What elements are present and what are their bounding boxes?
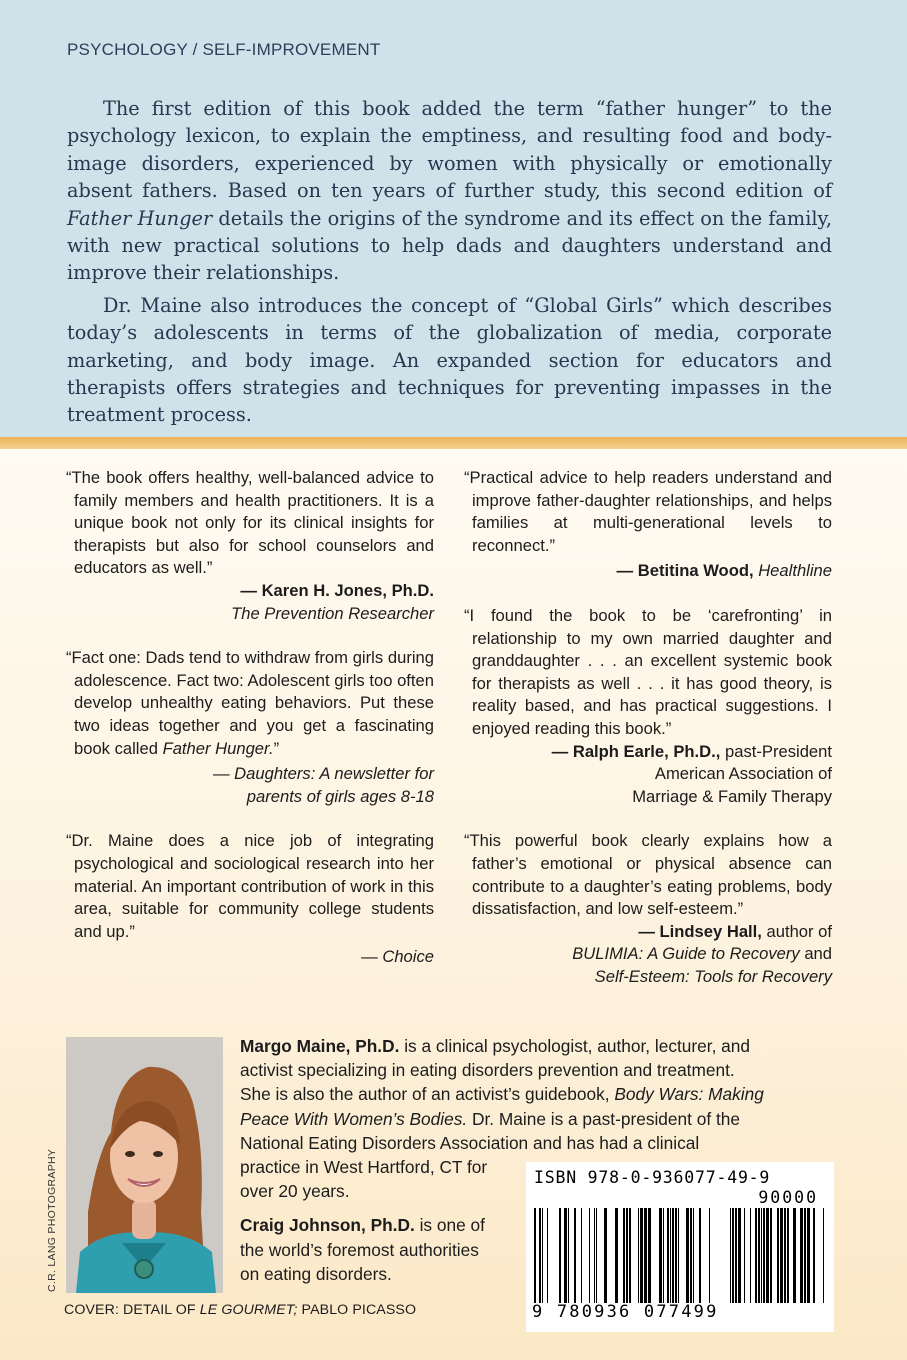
review-source: Marriage & Family Therapy <box>632 786 832 806</box>
barcode-bars <box>534 1208 826 1303</box>
barcode-bar <box>547 1208 548 1303</box>
bio-craig-johnson: Craig Johnson, Ph.D. is one of the world’s foremost authorities on eating disorders. <box>240 1215 485 1284</box>
reviews-column-left <box>64 467 434 991</box>
review-source: — Choice <box>361 947 434 967</box>
price-code: 90000 <box>758 1188 818 1207</box>
review-author: — Karen H. Jones, Ph.D. <box>240 580 434 600</box>
barcode-bar <box>761 1208 762 1303</box>
barcode-bar <box>644 1208 647 1303</box>
barcode-bar <box>626 1208 628 1303</box>
barcode-bar <box>670 1208 671 1303</box>
barcode-bar <box>559 1208 561 1303</box>
barcode-bar <box>690 1208 692 1303</box>
barcode-bar <box>629 1208 631 1303</box>
barcode-bar <box>732 1208 734 1303</box>
description-paragraph-2: Dr. Maine also introduces the concept of “Global Girls” which describes today’s adolescents in terms of the globalization of media, corporate marketing, and body image. An expanded section for educators and therapists offers strategies and techniques for preventing impasses in the treatment process. <box>67 293 832 427</box>
review-author: — Ralph Earle, Ph.D., past-President <box>551 741 832 761</box>
review-quote: “This powerful book clearly explains how a father’s emotional or physical absence can contribute to a daughter’s eating problems, body dissatisfaction, and low self-esteem.” — Lindsey Hall, author of BULIMIA: A Guide to Recovery and Self-Esteem: Tools for Recovery <box>462 830 832 988</box>
barcode-bar <box>568 1208 569 1303</box>
barcode-bar <box>758 1208 760 1303</box>
barcode-bar <box>807 1208 810 1303</box>
review-quote: “Fact one: Dads tend to withdraw from girls during adolescence. Fact two: Adolescent girls too often develop unhealthy eating behaviors. Put these two ideas together and you get a fascinating book called Father Hunger.” — Daughters: A newsletter for parents of girls ages 8-18 <box>64 647 434 808</box>
cover-credit: COVER: DETAIL OF LE GOURMET; PABLO PICASSO <box>64 1302 417 1318</box>
divider-band <box>0 437 907 449</box>
barcode-bar <box>581 1208 582 1303</box>
author-name: Margo Maine, Ph.D. <box>240 1036 400 1056</box>
barcode-digits: 9 780936 077499 <box>532 1302 719 1322</box>
review-quote: “The book offers healthy, well-balanced advice to family members and health practitioners. It is a unique book not only for its clinical insights for therapists but also for school counselors and educators as well.” — Karen H. Jones, Ph.D. The Prevention Researcher <box>64 467 434 625</box>
author-portrait-illustration <box>66 1037 223 1293</box>
review-author: — Betitina Wood, Healthline <box>616 561 832 581</box>
barcode-bar <box>564 1208 567 1303</box>
barcode-bar <box>648 1208 651 1303</box>
barcode-bar <box>672 1208 674 1303</box>
review-source: The Prevention Researcher <box>231 603 434 623</box>
isbn-number: ISBN 978-0-936077-49-9 <box>534 1168 771 1187</box>
barcode-bar <box>604 1208 607 1303</box>
barcode-bar <box>574 1208 576 1303</box>
barcode-bar <box>766 1208 769 1303</box>
barcode-bar <box>693 1208 694 1303</box>
barcode-bar <box>667 1208 669 1303</box>
barcode-bar <box>678 1208 679 1303</box>
barcode-bar <box>594 1208 595 1303</box>
barcode-bar <box>777 1208 779 1303</box>
barcode-bar <box>738 1208 741 1303</box>
barcode-bar <box>596 1208 597 1303</box>
barcode-bar <box>804 1208 806 1303</box>
review-quote: “I found the book to be ‘carefronting’ in relationship to my own married daughter and granddaughter . . . an excellent systemic book for therapists as well . . . it has good theory, is reality based, and has practical suggestions. I enjoyed reading this book.” — Ralph Earle, Ph.D., past-President American Association of Marriage & Family Therapy <box>462 605 832 808</box>
photo-credit: C.R. LANG PHOTOGRAPHY <box>46 1148 58 1292</box>
barcode-bar <box>623 1208 625 1303</box>
barcode-bar <box>542 1208 543 1303</box>
barcode-bar <box>534 1208 536 1303</box>
barcode-bar <box>784 1208 786 1303</box>
barcode-bar <box>800 1208 803 1303</box>
barcode-bar <box>730 1208 731 1303</box>
reviews-column-right <box>462 467 832 1010</box>
barcode-bar <box>763 1208 765 1303</box>
barcode-bar <box>709 1208 710 1303</box>
author-photo <box>66 1037 223 1293</box>
review-source: American Association of <box>654 764 832 784</box>
review-quote: “Practical advice to help readers understand and improve father-daughter relationships, and helps families at multi-generational levels to reconnect.” — Betitina Wood, Healthline <box>462 467 832 583</box>
barcode-bar <box>793 1208 796 1303</box>
description-paragraph-1: The first edition of this book added the term “father hunger” to the psychology lexicon, to explain the emptiness, and resulting food and body-image disorders, experienced by women with physically or emotionally absent fathers. Based on ten years of further study, this second edition of Father Hunger details the origins of the syndrome and its effect on the family, with new practical solutions to help dads and daughters understand and improve their relationships. <box>67 97 833 285</box>
isbn-barcode <box>526 1162 834 1332</box>
book-description <box>67 95 832 429</box>
review-source: parents of girls ages 8-18 <box>246 786 434 806</box>
barcode-bar <box>744 1208 745 1303</box>
review-source: Healthline <box>758 561 832 581</box>
book-title-mention: Father Hunger <box>67 206 213 230</box>
barcode-bar <box>675 1208 677 1303</box>
review-source: BULIMIA: A Guide to Recovery and <box>572 944 832 964</box>
barcode-bar <box>755 1208 757 1303</box>
barcode-bar <box>615 1208 618 1303</box>
review-source: Self-Esteem: Tools for Recovery <box>594 966 832 986</box>
barcode-bar <box>686 1208 689 1303</box>
barcode-bar <box>770 1208 772 1303</box>
barcode-bar <box>780 1208 783 1303</box>
barcode-bar <box>735 1208 737 1303</box>
barcode-bar <box>823 1208 824 1303</box>
barcode-bar <box>640 1208 643 1303</box>
barcode-bar <box>663 1208 664 1303</box>
bio-margo-maine: Margo Maine, Ph.D. is a clinical psychologist, author, lecturer, and activist specializing in eating disorders prevention and treatment. She is also the author of an activist’s guidebook, Body Wars: Making Peace With Women’s Bodies. Dr. Maine is a past-president of the National Eating Disorders Association and has had a clinical practice in West Hartford, CT for over 20 years. <box>240 1036 764 1202</box>
barcode-bar <box>638 1208 639 1303</box>
review-author: — Lindsey Hall, author of <box>638 921 832 941</box>
barcode-bar <box>699 1208 701 1303</box>
book-category: PSYCHOLOGY / SELF-IMPROVEMENT <box>67 40 381 59</box>
review-source: — Daughters: A newsletter for <box>212 764 434 784</box>
review-quote: “Dr. Maine does a nice job of integrating psychological and sociological research into her material. An important contribution of work in this area, suitable for community college students and up.” — Choice <box>64 830 434 969</box>
barcode-bar <box>659 1208 662 1303</box>
barcode-bar <box>539 1208 541 1303</box>
barcode-bar <box>589 1208 590 1303</box>
barcode-bar <box>787 1208 789 1303</box>
author-name: Craig Johnson, Ph.D. <box>240 1215 415 1236</box>
barcode-bar <box>813 1208 815 1303</box>
barcode-bar <box>750 1208 751 1303</box>
